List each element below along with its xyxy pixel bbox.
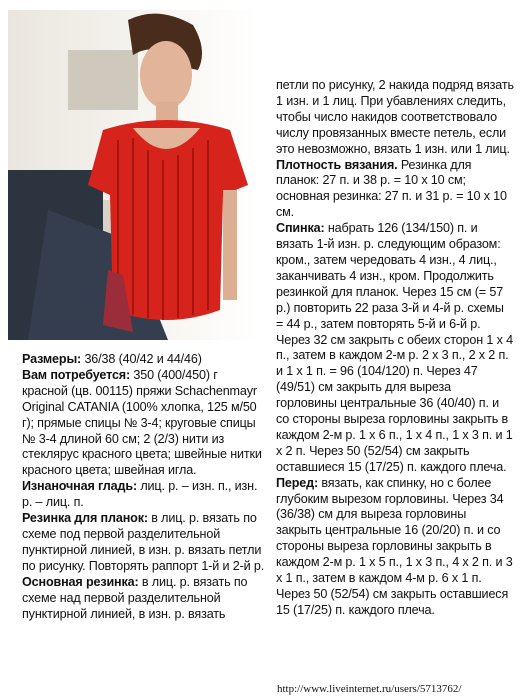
sizes-paragraph: Размеры: 36/38 (40/42 и 44/46) — [22, 352, 202, 366]
front-paragraph: Перед: вязать, как спинку, но с более глубоким вырезом горловины. Через 34 (36/38) см для выреза горловины закрыть центральные 16 (20/20) п. и со стороны выреза горловины закрыть в каждом 2-м р. 1 х 5 п., 1 х 3 п., 4 х 2 п. и 3 х 1 п., затем в каждом 4-м р. 6 х 1 п. Через 50 (52/54) см закрыть оставшиеся 15 (17/25) п. каждого плеча. — [276, 475, 513, 617]
back-paragraph: Спинка: набрать 126 (134/150) п. и вязать 1-й изн. р. следующим образом: кром., затем чередовать 4 изн., 4 лиц., заканчивать 4 изн., кром. Продолжить резинкой для планок. Через 15 см (= 57 р.) повторить 22 раза 3-й и 4-й р. схемы = 44 р., затем повторять 5-й и 6-й р. Через 32 см закрыть с обеих сторон 1 х 4 п., затем в каждом 2-м р. 2 х 3 п., 2 х 2 п. и 1 х 1 п. = 96 (104/120) п. Через 47 (49/51) см закрыть для выреза горловины центральные 36 (40/40) п. и со стороны выреза горловины закрыть в каждом 2-м р. 1 х 6 п., 1 х 4 п., 1 х 3 п. и 1 х 2 п. Через 50 (52/54) см закрыть оставшиеся 15 (17/25) п. каждого плеча. — [276, 221, 513, 474]
reverse-stockinette-paragraph: Изнаночная гладь: лиц. р. – изн. п., изн. р. – лиц. п. — [22, 479, 258, 510]
main-rib-paragraph: Основная резинка: в лиц. р. вязать по схеме над первой разделительной пунктирной линией, в изн. р. вязать — [22, 574, 248, 621]
right-column — [276, 78, 514, 619]
source-url: http://www.liveinternet.ru/users/5713762/ — [277, 683, 462, 695]
continued-paragraph: петли по рисунку, 2 накида подряд вязать 1 изн. и 1 лиц. При убавлениях следить, чтобы число накидов соответствовало числу провязанных вместе петель, если это невозможно, вязать 1 изн. или 1 лиц. — [276, 78, 514, 156]
gauge-paragraph: Плотность вязания. Резинка для планок: 27 п. и 38 р. = 10 х 10 см; основная резинка: 27 п. и 31 р. = 10 х 10 см. — [276, 157, 507, 220]
band-rib-paragraph: Резинка для планок: в лиц. р. вязать по схеме под первой разделительной пунктирной линией, в изн. р. вязать петли по рисунку. Повторять раппорт 1-й и 2-й р. — [22, 511, 265, 573]
left-column — [22, 352, 266, 622]
sweater-photo — [8, 10, 258, 340]
materials-paragraph: Вам потребуется: 350 (400/450) г красной (цв. 00115) пряжи Schachenmayr Original CATANIA (100% хлопка, 125 м/50 г); прямые спицы № 3-4; круговые спицы № 3-4 длиной 60 см; 2 (2/3) нити из стеклярус красного цвета; швейные нитки красного цвета; швейная игла. — [22, 367, 262, 478]
